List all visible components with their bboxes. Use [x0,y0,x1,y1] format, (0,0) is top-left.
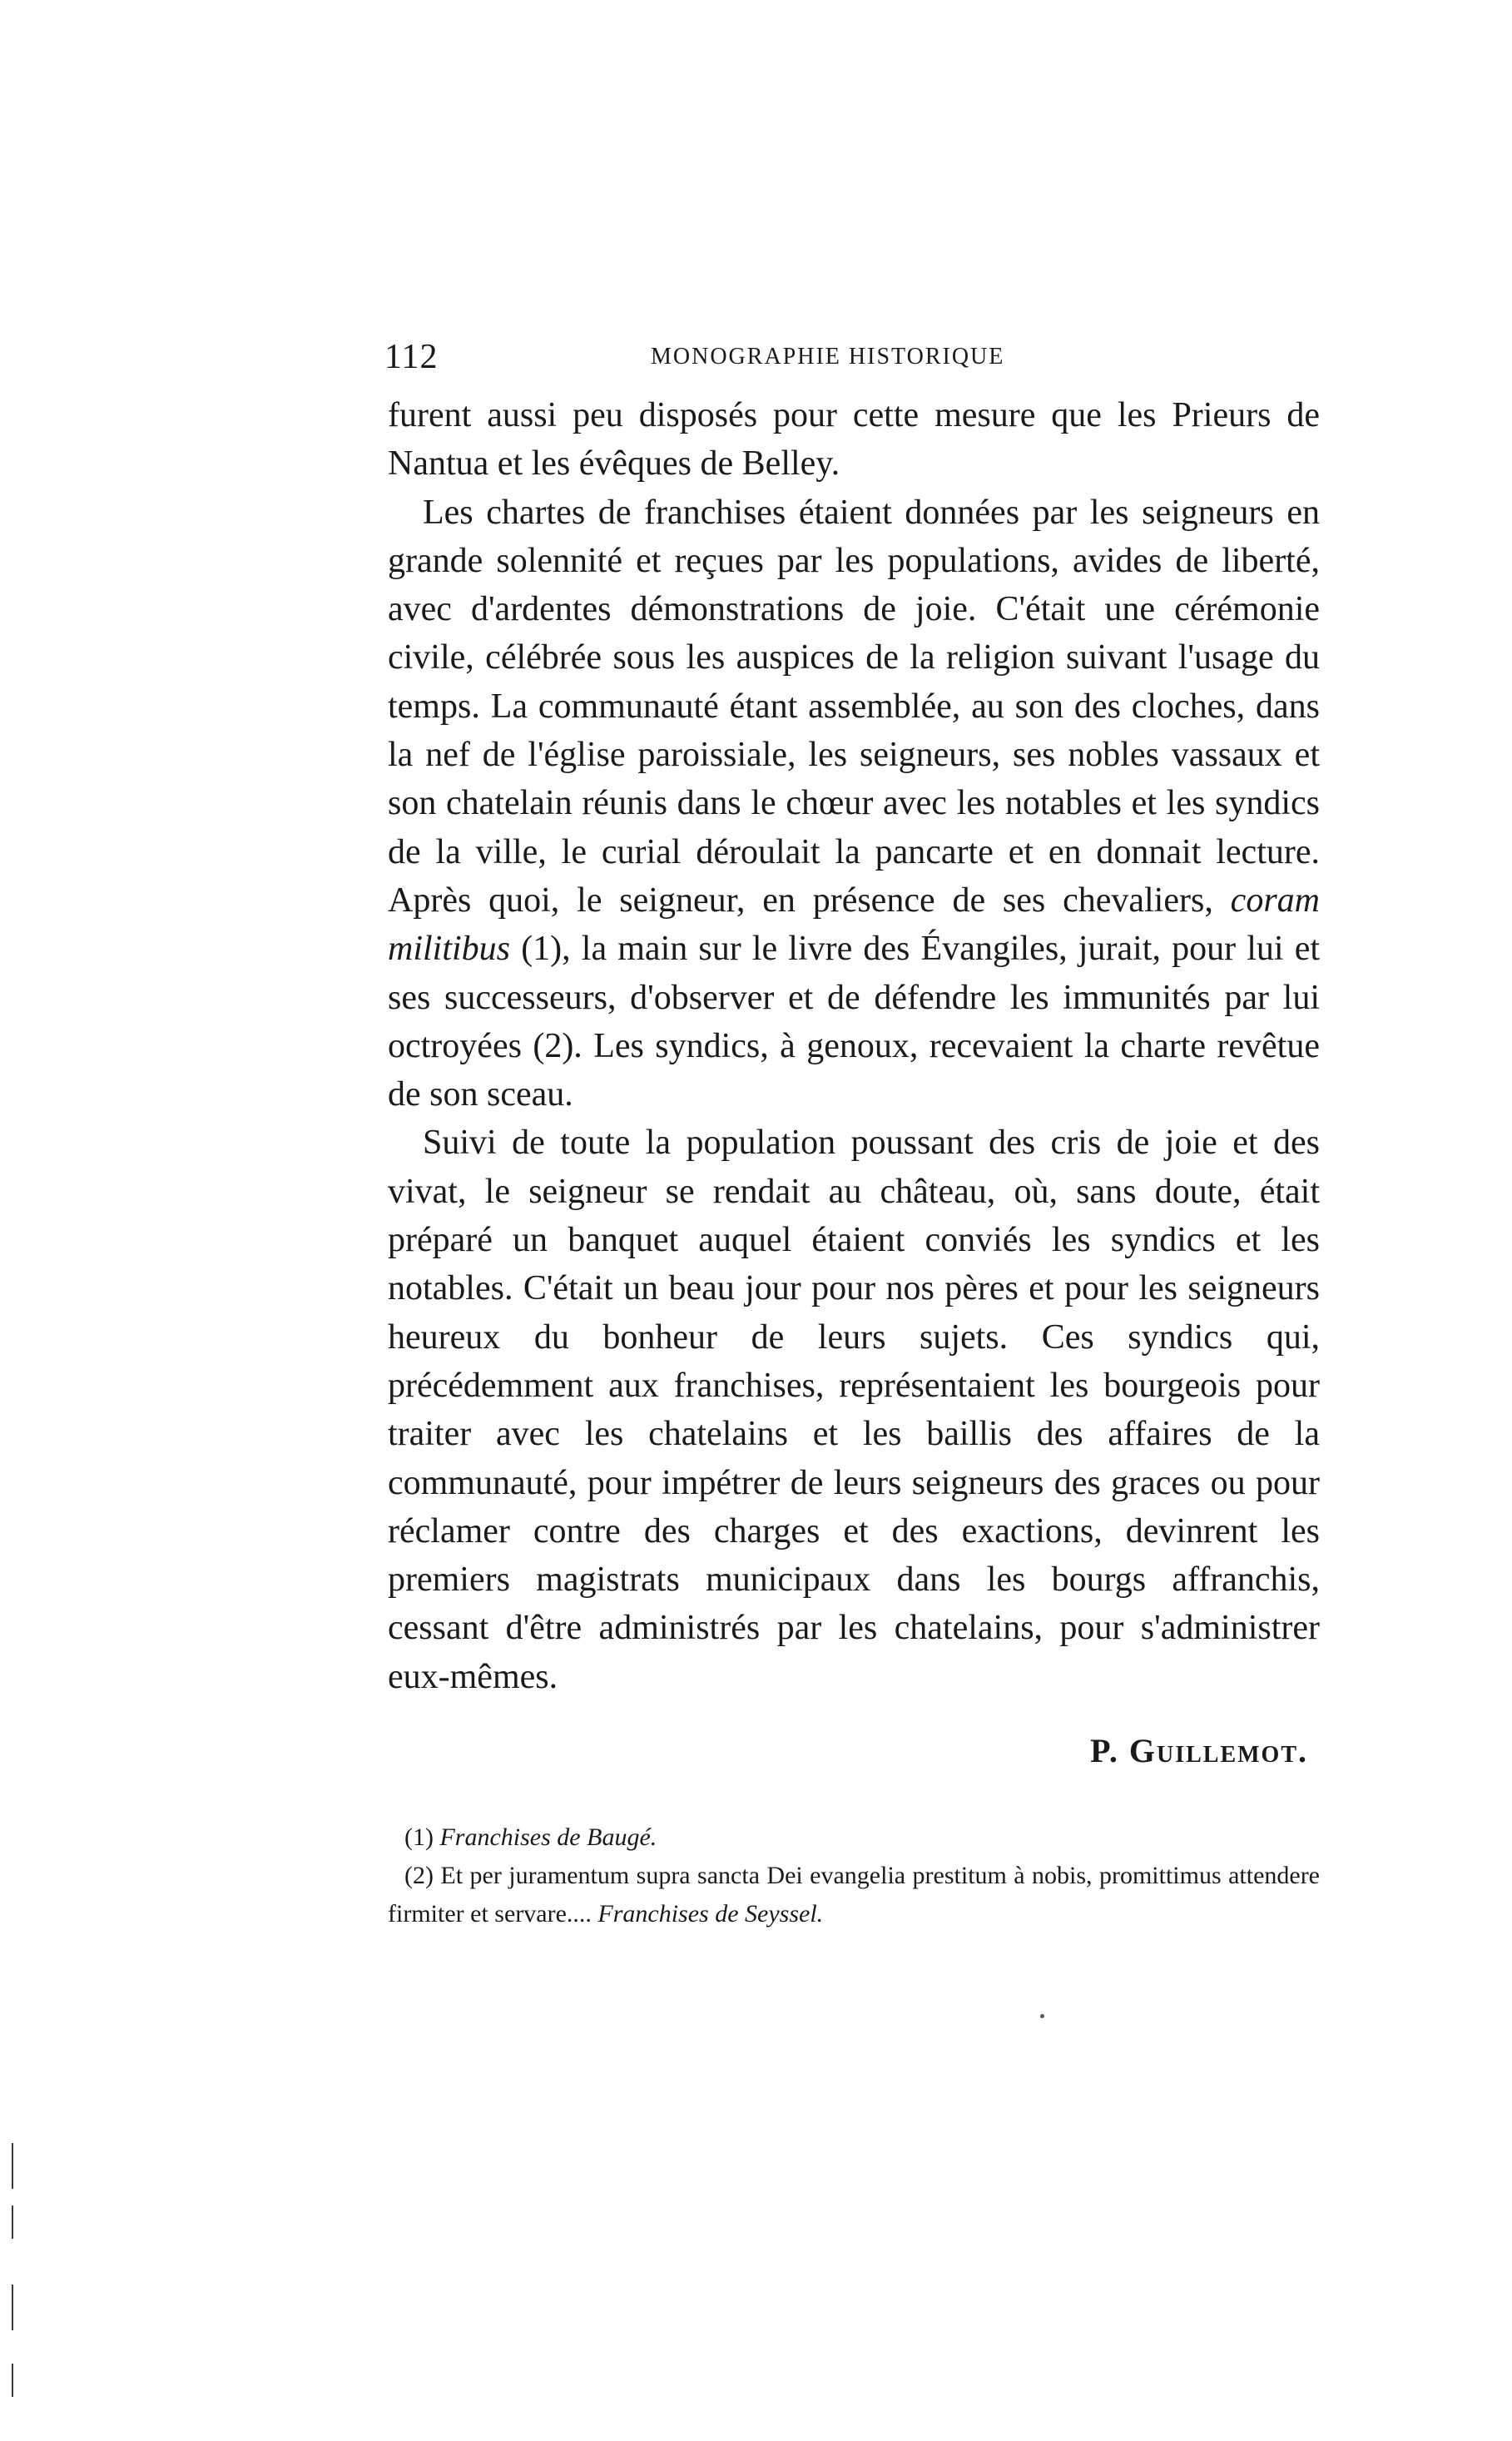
scan-margin-mark [12,2205,13,2239]
footnotes [388,1818,1320,1933]
paragraph-2-continued: (1), la main sur le livre des Évangiles, jurait, pour lui et ses successeurs, d'observer et de défendre les immunités par lui octroyées (2). Les syndics, à genoux, recevaient la charte revêtue de son sceau. [388,930,1321,1114]
scan-margin-mark [12,2364,13,2397]
footnote-2-italic: Franchises de Seyssel. [597,1900,824,1927]
footnote-1-marker: (1) [404,1823,434,1851]
footnote-1 [388,1818,1320,1857]
paragraph-2-text: Les chartes de franchises étaient données par les seigneurs en grande solennité et reçues par les populations, avides de liberté, avec d'ardentes démonstrations de joie. C'était une cérémonie civile, célébrée sous les auspices de la religion suivant l'usage du temps. La communauté étant assemblée, au son des cloches, dans la nef de l'église paroissiale, les seigneurs, ses nobles vassaux et son chatelain réunis dans le chœur avec les notables et les syndics de la ville, le curial déroulait la pancarte et en donnait lecture. Après quoi, le seigneur, en présence de ses chevaliers, [388,493,1320,920]
page-number: 112 [384,338,439,376]
paragraph-2 [388,489,1320,1119]
footnote-2-text: Et per juramentum supra sancta Dei evangelia prestitum à nobis, promittimus attendere firmiter et servare.... [388,1862,1321,1927]
running-title: MONOGRAPHIE HISTORIQUE [651,344,1005,370]
paragraph-1: furent aussi peu disposés pour cette mesure que les Prieurs de Nantua et les évêques de Belley. [388,396,1320,484]
body-text [388,391,1320,1701]
scan-margin-mark [12,2285,13,2330]
paragraph-2-italic: coram militibus [388,881,1320,969]
footnote-1-text: Franchises de Baugé. [439,1823,657,1851]
author-signature: P. Guillemot. [1090,1732,1308,1769]
footnote-2 [388,1857,1320,1933]
running-header [384,337,1316,379]
scan-margin-mark [12,2143,13,2189]
paragraph-3: Suivi de toute la population poussant des cris de joie et des vivat, le seigneur se rendait au château, où, sans doute, était préparé un banquet auquel étaient conviés les syndics et les notables. C'était un beau jour pour nos pères et pour les seigneurs heureux du bonheur de leurs sujets. Ces syndics qui, précédemment aux franchises, représentaient les bourgeois pour traiter avec les chatelains et les baillis des affaires de la communauté, pour impétrer de leurs seigneurs des graces ou pour réclamer contre des charges et des exactions, devinrent les premiers magistrats municipaux dans les bourgs affranchis, cessant d'être administrés par les chatelains, pour s'administrer eux-mêmes. [388,1124,1320,1696]
scan-speck [1040,2014,1044,2018]
footnote-2-marker: (2) [404,1862,434,1889]
